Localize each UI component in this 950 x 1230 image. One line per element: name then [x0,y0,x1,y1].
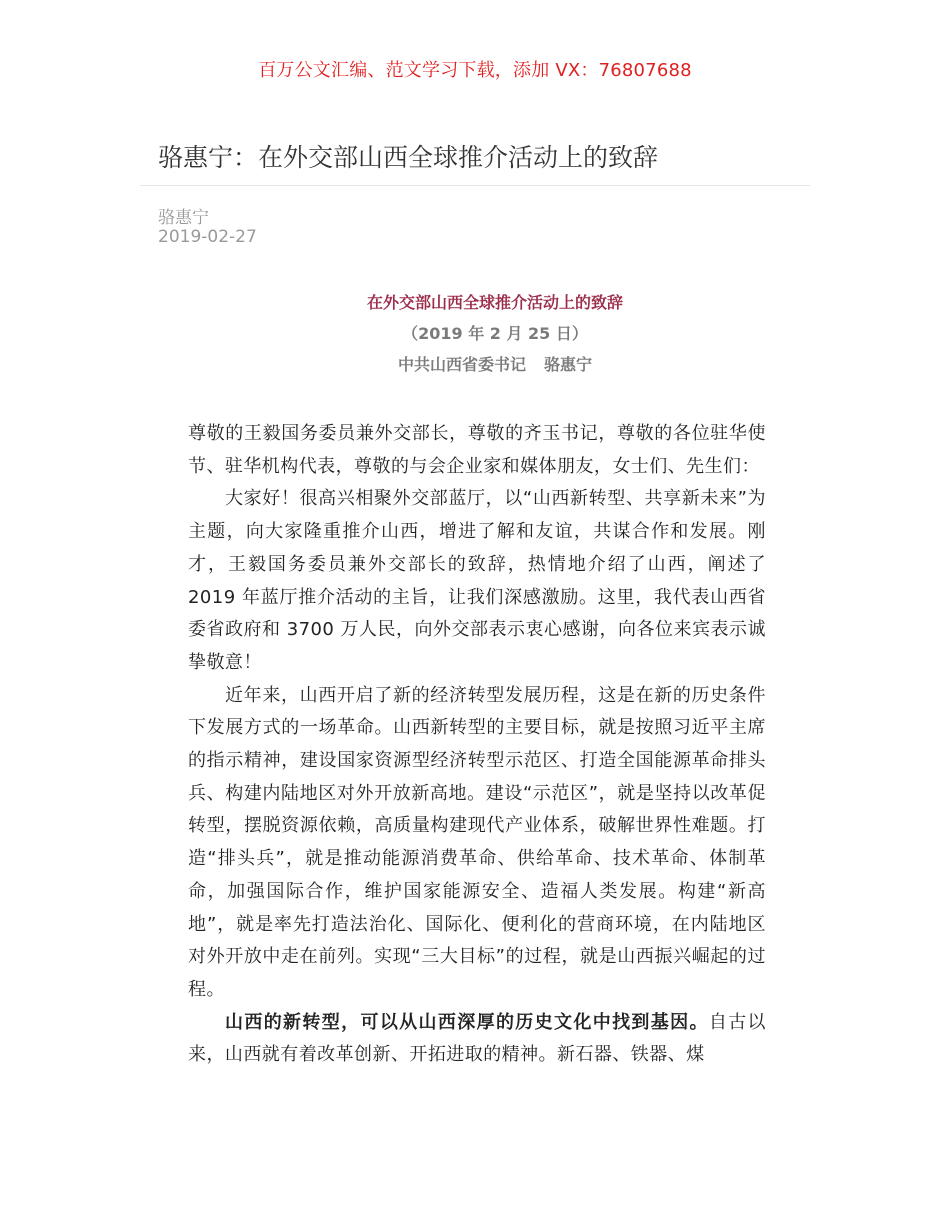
article-author: 骆惠宁 [158,208,209,228]
speech-date: （2019 年 2 月 25 日） [402,324,588,343]
speech-title: 在外交部山西全球推介活动上的致辞 [366,293,623,312]
paragraph-history [188,1007,766,1072]
paragraph-greeting: 大家好！很高兴相聚外交部蓝厅，以“山西新转型、共享新未来”为主题，向大家隆重推介山西，增进了解和友谊，共谋合作和发展。刚才，王毅国务委员兼外交部长的致辞，热情地介绍了山西，阐述了 2019 年蓝厅推介活动的主旨，让我们深感激励。这里，我代表山西省委省政府和 3700 万人民，向外交部表示衷心感谢，向各位来宾表示诚挚敬意！ [188,488,766,673]
speech-speaker [0,354,950,376]
paragraph-salutation: 尊敬的王毅国务委员兼外交部长，尊敬的齐玉书记，尊敬的各位驻华使节、驻华机构代表，尊敬的与会企业家和媒体朋友，女士们、先生们： [188,423,766,477]
title-divider [140,185,810,186]
speech-header [0,292,950,376]
speaker-name: 骆惠宁 [544,355,593,374]
paragraph-history-text: 自古以来，山西就有着改革创新、开拓进取的精神。新石器、铁器、煤 [188,1011,767,1066]
page-title: 骆惠宁：在外交部山西全球推介活动上的致辞 [158,143,659,172]
paragraph-transformation: 近年来，山西开启了新的经济转型发展历程，这是在新的历史条件下发展方式的一场革命。山西新转型的主要目标，就是按照习近平主席的指示精神，建设国家资源型经济转型示范区、打造全国能源革命排头兵、构建内陆地区对外开放新高地。建设“示范区”，就是坚持以改革促转型，摆脱资源依赖，高质量构建现代产业体系，破解世界性难题。打造“排头兵”，就是推动能源消费革命、供给革命、技术革命、体制革命，加强国际合作，维护国家能源安全、造福人类发展。构建“新高地”，就是率先打造法治化、国际化、便利化的营商环境，在内陆地区对外开放中走在前列。实现“三大目标”的过程，就是山西振兴崛起的过程。 [188,684,766,1000]
speaker-org: 中共山西省委书记 [397,355,526,374]
promo-banner: 百万公文汇编、范文学习下载，添加 VX：76807688 [258,60,692,81]
article-date: 2019-02-27 [158,227,257,247]
speech-body [188,418,766,1072]
paragraph-history-lead: 山西的新转型，可以从山西深厚的历史文化中找到基因。 [225,1011,709,1033]
